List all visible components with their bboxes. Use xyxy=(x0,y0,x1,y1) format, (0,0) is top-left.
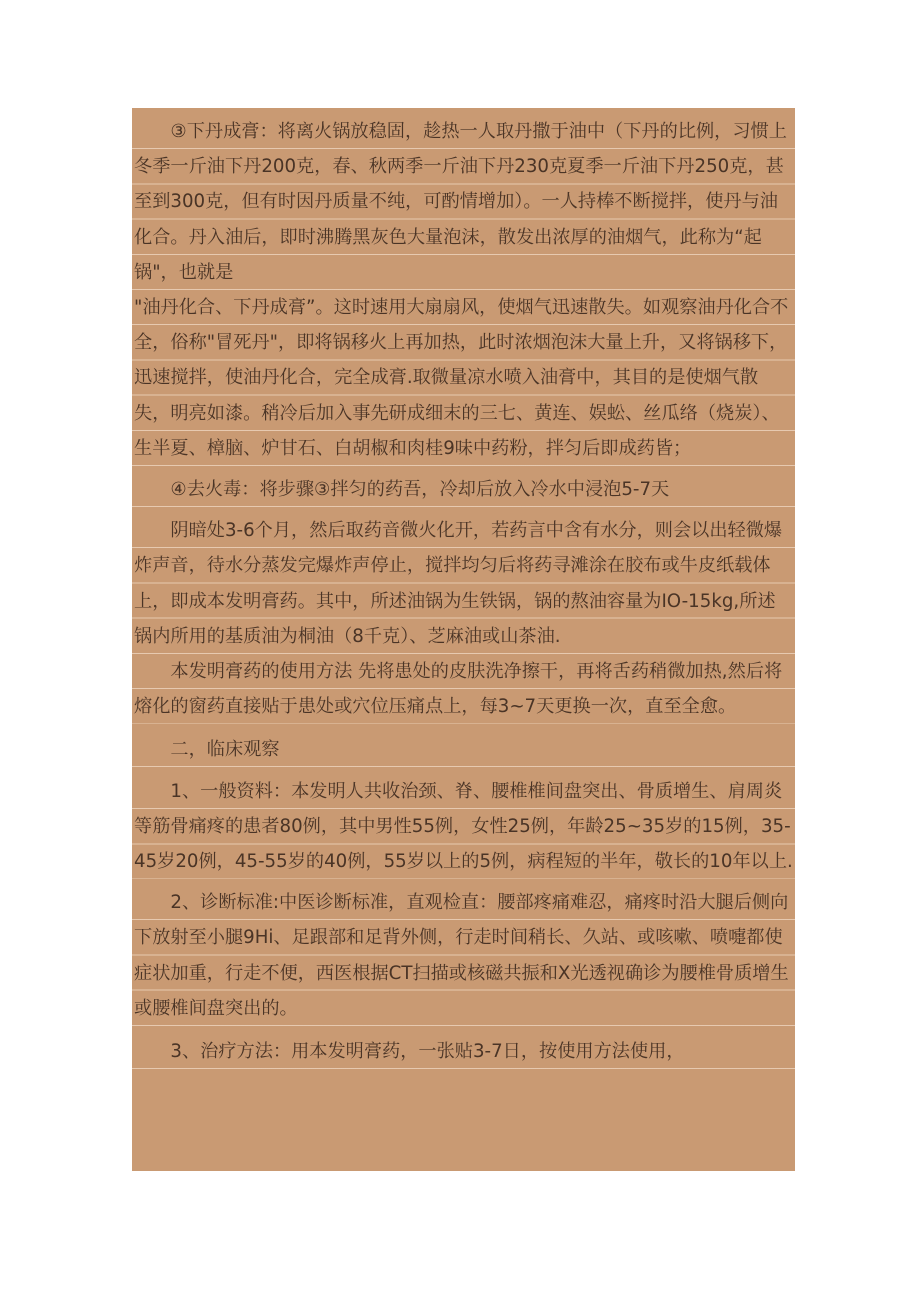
paragraph-treatment-method: 3、治疗方法：用本发明膏药，一张贴3-7日，按使用方法使用， xyxy=(132,1034,795,1069)
paragraph-step-3-continued: "油丹化合、下丹成膏”。这时速用大扇扇风，使烟气迅速散失。如观察油丹化合不全，俗称"冒死丹"，即将锅移火上再加热，此时浓烟泡沫大量上升，又将锅移下，迅速搅拌，使油丹化合，完全成膏.取微量凉水喷入油膏中，其目的是使烟气散失，明亮如漆。稍冷后加入事先研成细末的三七、黄连、娱蚣、丝瓜络（烧炭）、生半夏、樟脑、炉甘石、白胡椒和肉桂9味中药粉，拌匀后即成药皆； xyxy=(132,290,795,466)
paragraph-step-3-xia-dan: ③下丹成膏：将离火锅放稳固，趁热一人取丹撒于油中（下丹的比例，习惯上冬季一斤油下丹200克，春、秋两季一斤油下丹230克夏季一斤油下丹250克，甚至到300克，但有时因丹质量不纯，可酌情增加）。一人持棒不断搅拌，使丹与油化合。丹入油后，即时沸腾黑灰色大量泡沫，散发出浓厚的油烟气，此称为“起锅"，也就是 xyxy=(132,114,795,290)
section-heading-clinical-observation: 二，临床观察 xyxy=(132,732,795,767)
paragraph-step-4-continued: 阴暗处3-6个月，然后取药音微火化开，若药言中含有水分，则会以出轻微爆炸声音，待水分蒸发完爆炸声停止，搅拌均匀后将药寻滩涂在胶布或牛皮纸载体上，即成本发明膏药。其中，所述油锅为生铁锅，锅的熬油容量为IO-15kg,所述锅内所用的基质油为桐油（8千克）、芝麻油或山茶油. xyxy=(132,513,795,654)
document-page xyxy=(132,108,795,1171)
paragraph-step-4-remove-fire: ④去火毒：将步骤③拌匀的药吾，冷却后放入冷水中浸泡5-7天 xyxy=(132,472,795,507)
paragraph-general-data: 1、一般资料：本发明人共收治颈、脊、腰椎椎间盘突出、骨质增生、肩周炎等筋骨痛疼的患者80例，其中男性55例，女性25例，年龄25~35岁的15例，35-45岁20例，45-55岁的40例，55岁以上的5例，病程短的半年，敬长的10年以上. xyxy=(132,774,795,880)
paragraph-usage-method: 本发明膏药的使用方法 先将患处的皮肤洗净擦干，再将舌药稍微加热,然后将熔化的窗药直接贴于患处或穴位压痛点上，每3~7天更换一次，直至全愈。 xyxy=(132,654,795,724)
paragraph-diagnostic-criteria: 2、诊断标准:中医诊断标准，直观检直：腰部疼痛难忍，痛疼时沿大腿后侧向下放射至小腿9Hi、足跟部和足背外侧，行走时间稍长、久站、或咳嗽、喷嚏都使症状加重，行走不便，西医根据CT扫描或核磁共振和X光透视确诊为腰椎骨质增生或腰椎间盘突出的。 xyxy=(132,885,795,1026)
